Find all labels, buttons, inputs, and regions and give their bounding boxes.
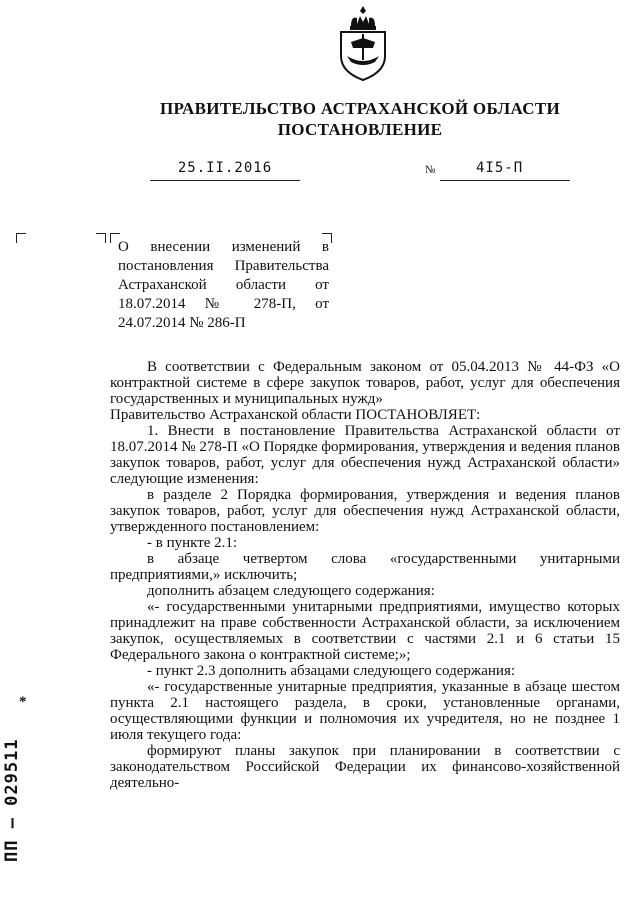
paragraph: Правительство Астраханской области ПОСТАНОВЛЯЕТ: bbox=[110, 407, 481, 423]
coat-of-arms-icon bbox=[333, 4, 393, 82]
paragraph: 1. Внести в постановление Правительства Астраханской области от 18.07.2014 № 278-П «О Порядке формирования, утверждения и ведения планов закупок товаров, работ, услуг для обеспечения нужд Астраханской области» следующие изменения: bbox=[110, 423, 620, 487]
corner-mark-right-a bbox=[96, 233, 106, 243]
paragraph: в разделе 2 Порядка формирования, утверждения и ведения планов закупок товаров, работ, услуг для обеспечения нужд Астраханской области, утвержденного постановлением: bbox=[110, 487, 620, 535]
paragraph: «- государственными унитарными предприятиями, имущество которых принадлежит на праве собственности Астраханской области, за исключением закупок, осуществляемых в соответствии с частями 2.1 и 6 статьи 15 Федерального закона о контрактной системе;»; bbox=[110, 599, 620, 663]
paragraph: формируют планы закупок при планировании в соответствии с законодательством Российской Федерации их финансово-хозяйственной деятельно- bbox=[110, 743, 620, 791]
paragraph: - пункт 2.3 дополнить абзацами следующего содержания: bbox=[147, 663, 516, 679]
paragraph: дополнить абзацем следующего содержания: bbox=[147, 583, 435, 599]
paragraph: в абзаце четвертом слова «государственными унитарными предприятиями,» исключить; bbox=[110, 551, 620, 583]
document-number: 4I5-П bbox=[476, 160, 524, 176]
subject-text: О внесении изменений в постановления Правительства Астраханской области от 18.07.2014 № 278-П, от 24.07.2014 № 286-П bbox=[118, 239, 329, 331]
number-sign: № bbox=[425, 164, 436, 176]
margin-registration-stamp: ПП – 029511 bbox=[2, 738, 22, 862]
margin-asterisk-mark: * bbox=[19, 694, 27, 710]
government-title: ПРАВИТЕЛЬСТВО АСТРАХАНСКОЙ ОБЛАСТИ bbox=[160, 99, 560, 118]
document-number-field bbox=[440, 160, 570, 181]
paragraph: В соответствии с Федеральным законом от 05.04.2013 № 44-ФЗ «О контрактной системе в сфере закупок товаров, работ, услуг для обеспечения государственных и муниципальных нужд» bbox=[110, 359, 620, 407]
document-type: ПОСТАНОВЛЕНИЕ bbox=[277, 120, 443, 139]
corner-mark-left bbox=[16, 233, 26, 243]
paragraph: «- государственные унитарные предприятия, указанные в абзаце шестом пункта 2.1 настоящего раздела, в сроки, установленные органами, осуществляющими функции и полномочия их учредителя, но не позднее 1 июля текущего года: bbox=[110, 679, 620, 743]
paragraph: - в пункте 2.1: bbox=[147, 535, 238, 551]
body-text bbox=[110, 359, 620, 791]
document-date: 25.II.2016 bbox=[150, 160, 300, 181]
